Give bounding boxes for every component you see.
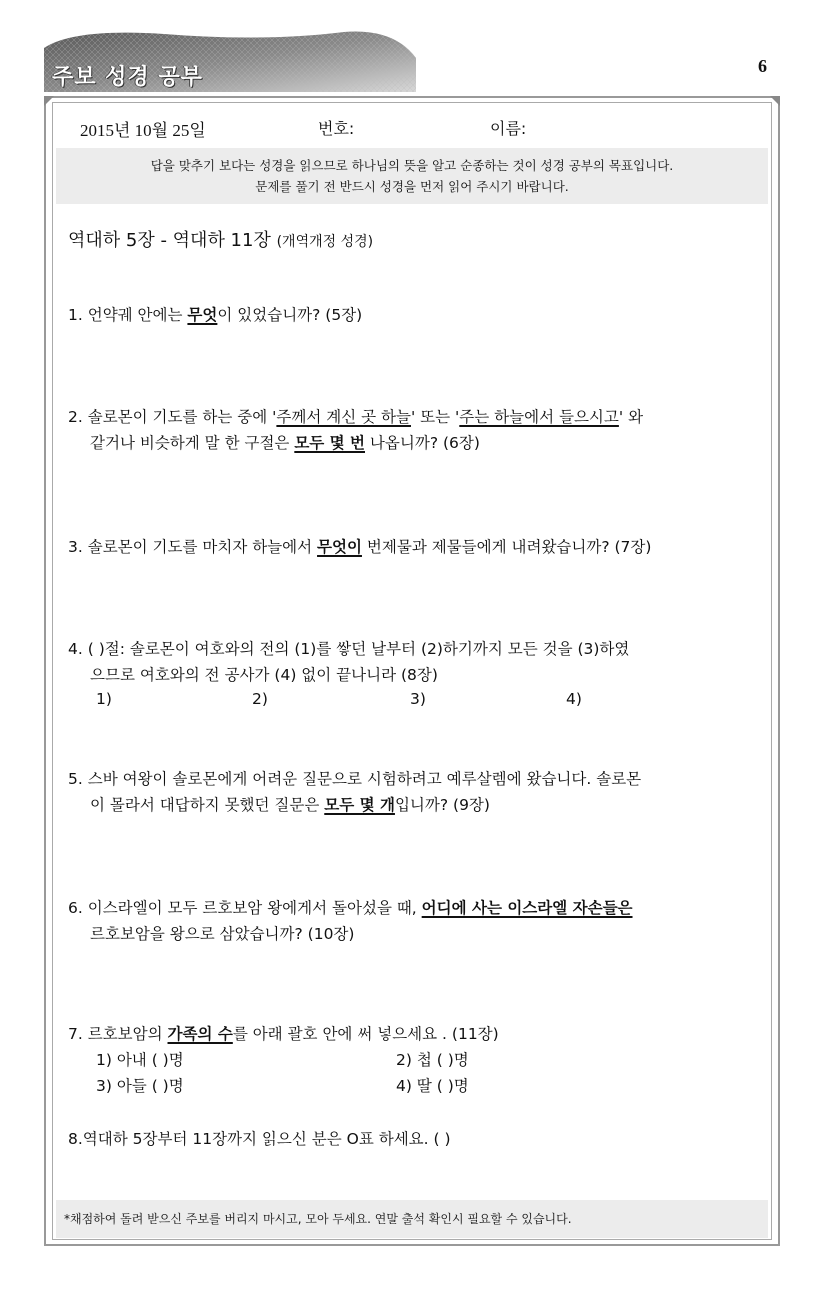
answer-slot-2: 2) [252, 690, 268, 708]
question-6 [68, 895, 768, 947]
question-emphasis: 무엇 [187, 306, 218, 324]
question-text: 같거나 비슷하게 말 한 구절은 [90, 434, 295, 452]
question-text: 를 아래 괄호 안에 써 넣으세요 . (11장) [232, 1025, 499, 1043]
answer-slot-4: 4) [566, 690, 582, 708]
question-text: ' 또는 ' [410, 408, 460, 426]
question-8: 8.역대하 5장부터 11장까지 읽으신 분은 O표 하세요. ( ) [68, 1130, 451, 1148]
corner-ornament-icon [770, 96, 780, 106]
question-text: 4. ( )절: 솔로몬이 여호와의 전의 (1)를 쌓던 날부터 (2)하기까지 모든 것을 (3)하였 [68, 640, 630, 658]
question-7 [68, 1021, 768, 1047]
notice-box [56, 148, 768, 204]
answer-wife: 1) 아내 ( )명 [96, 1051, 184, 1069]
answer-slot-3: 3) [410, 690, 426, 708]
question-emphasis: 무엇이 [317, 538, 362, 556]
answer-slot-1: 1) [96, 690, 112, 708]
notice-line: 답을 맞추기 보다는 성경을 읽으므로 하나님의 뜻을 알고 순종하는 것이 성경 공부의 목표입니다. [150, 158, 674, 173]
question-text: 이 있었습니까? (5장) [217, 306, 363, 324]
page-title: 주보 성경 공부 [52, 65, 203, 90]
section-title [68, 226, 373, 252]
question-text: 입니까? (9장) [394, 796, 490, 814]
answer-concubine: 2) 첩 ( )명 [396, 1051, 469, 1069]
question-text: 나옵니까? (6장) [365, 434, 480, 452]
number-label: 번호: [318, 119, 355, 138]
question-continuation [68, 792, 768, 818]
question-5 [68, 766, 768, 818]
question-emphasis: 주는 하늘에서 들으시고 [459, 408, 619, 426]
question-text: 7. 르호보암의 [68, 1025, 168, 1043]
question-text: ' 와 [618, 408, 644, 426]
question-text: 1. 언약궤 안에는 [68, 306, 188, 324]
question-text: 6. 이스라엘이 모두 르호보암 왕에게서 돌아섰을 때, [68, 899, 422, 917]
name-label: 이름: [490, 119, 527, 138]
question-emphasis: 모두 몇 개 [324, 796, 395, 814]
question-4 [68, 636, 768, 688]
answer-daughter: 4) 딸 ( )명 [396, 1077, 469, 1095]
notice-line: 문제를 풀기 전 반드시 성경을 먼저 읽어 주시기 바랍니다. [255, 179, 569, 194]
question-1 [68, 302, 768, 328]
question-continuation: 르호보암을 왕으로 삼았습니까? (10장) [90, 925, 355, 943]
question-text: 번제물과 제물들에게 내려왔습니까? (7장) [361, 538, 652, 556]
question-continuation [68, 430, 768, 456]
question-emphasis: 모두 몇 번 [294, 434, 365, 452]
answer-son: 3) 아들 ( )명 [96, 1077, 184, 1095]
corner-ornament-icon [44, 96, 54, 106]
question-emphasis: 어디에 사는 이스라엘 자손들은 [421, 899, 633, 917]
section-title-text: 역대하 5장 - 역대하 11장 [68, 230, 271, 251]
date-field: 2015년 10월 25일 [80, 121, 206, 140]
question-emphasis: 주께서 계신 곳 하늘 [276, 408, 411, 426]
page-number: 6 [758, 56, 767, 76]
question-3 [68, 534, 768, 560]
bible-version: (개역개정 성경) [276, 234, 374, 250]
footer-note: *채점하여 돌려 받으신 주보를 버리지 마시고, 모아 두세요. 연말 출석 확인시 필요할 수 있습니다. [56, 1200, 768, 1238]
question-2 [68, 404, 768, 456]
question-text: 이 몰라서 대답하지 못했던 질문은 [90, 796, 325, 814]
question-text: 5. 스바 여왕이 솔로몬에게 어려운 질문으로 시험하려고 예루살렘에 왔습니다. 솔로몬 [68, 770, 642, 788]
question-text: 3. 솔로몬이 기도를 마치자 하늘에서 [68, 538, 318, 556]
question-continuation: 으므로 여호와의 전 공사가 (4) 없이 끝나니라 (8장) [90, 666, 438, 684]
question-text: 2. 솔로몬이 기도를 하는 중에 ' [68, 408, 277, 426]
question-emphasis: 가족의 수 [167, 1025, 233, 1043]
